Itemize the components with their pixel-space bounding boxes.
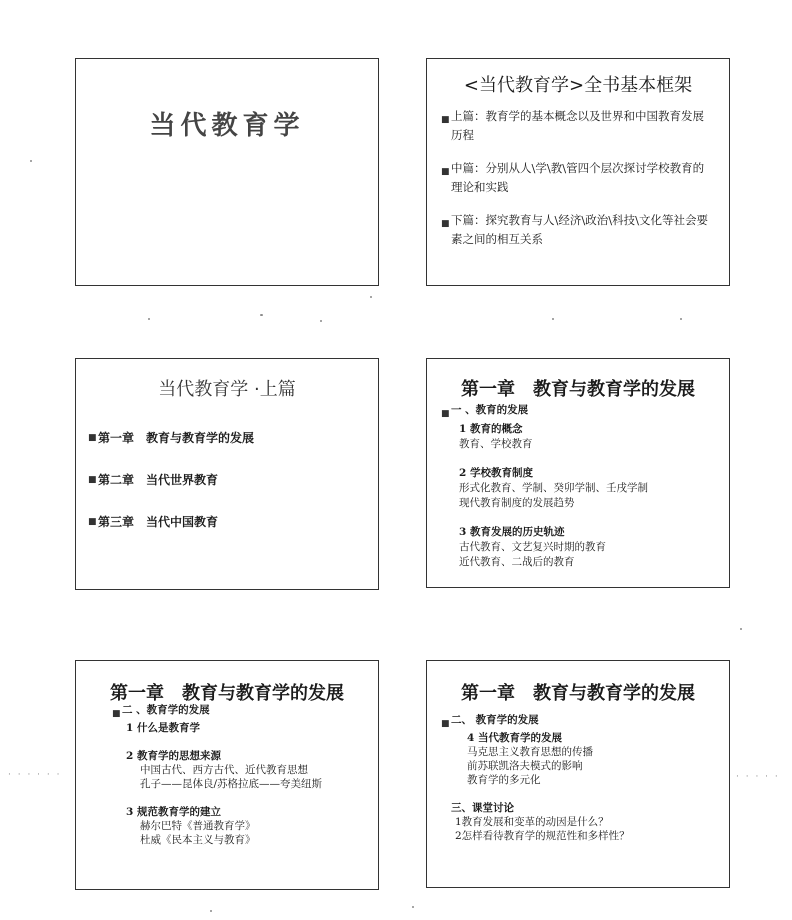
group-heading: 2 教育学的思想来源 xyxy=(126,750,221,762)
slide-title: 当代教育学 ·上篇 xyxy=(158,379,296,400)
section-heading-text: 二 、教育学的发展 xyxy=(122,704,210,716)
section-heading xyxy=(441,403,721,422)
question-list xyxy=(441,815,723,843)
group-heading: 2 学校教育制度 xyxy=(459,467,533,479)
bullet-list xyxy=(88,429,368,555)
slide-title: 第一章 教育与教育学的发展 xyxy=(461,379,695,400)
slide-4 xyxy=(426,358,730,588)
scan-speck xyxy=(320,320,322,322)
group-line: 中国古代、西方古代、近代教育思想 xyxy=(140,764,308,776)
scan-speck xyxy=(30,160,32,162)
slide-title: 第一章 教育与教育学的发展 xyxy=(461,683,695,704)
group-heading: 1 什么是教育学 xyxy=(126,722,200,734)
scan-dots: · · · · · · xyxy=(8,770,62,780)
scan-dots: · · · · · xyxy=(736,772,780,782)
scan-speck xyxy=(210,910,212,912)
list-item-text: 下篇：探究教育与人\经济\政治\科技\文化等社会要素之间的相互关系 xyxy=(451,213,708,246)
bullet-list xyxy=(441,107,715,263)
bullet-icon: ■ xyxy=(441,409,450,419)
scan-speck xyxy=(680,318,682,320)
group-heading: 4 当代教育学的发展 xyxy=(467,732,562,744)
outline-group xyxy=(112,721,372,847)
list-item-text: 中篇：分别从人\学\教\管四个层次探讨学校教育的理论和实践 xyxy=(451,161,705,194)
outline xyxy=(112,703,372,847)
section-heading-text: 一 、教育的发展 xyxy=(451,404,529,416)
bullet-icon: ■ xyxy=(441,219,450,229)
question-item: 2怎样看待教育学的规范性和多样性？ xyxy=(455,830,630,842)
group-heading: 3 教育发展的历史轨迹 xyxy=(459,526,565,538)
group-line: 杜威《民本主义与教育》 xyxy=(140,834,256,846)
question-item: 1教育发展和变革的动因是什么？ xyxy=(455,816,609,828)
group-line: 古代教育、文艺复兴时期的教育 xyxy=(459,541,606,553)
scan-speck xyxy=(552,318,554,320)
slide-3 xyxy=(75,358,379,590)
section-heading xyxy=(441,713,723,731)
scan-speck xyxy=(370,296,372,298)
section-heading-text: 三、课堂讨论 xyxy=(451,802,514,814)
group-line: 形式化教育、学制、癸卯学制、壬戌学制 xyxy=(459,482,648,494)
bullet-icon: ■ xyxy=(441,719,450,729)
group-line: 赫尔巴特《普通教育学》 xyxy=(140,820,256,832)
slide-5 xyxy=(75,660,379,890)
slide-title: 当代教育学 xyxy=(149,111,305,141)
group-line: 马克思主义教育思想的传播 xyxy=(467,746,593,758)
outline xyxy=(441,713,723,843)
slide-2 xyxy=(426,58,730,286)
group-heading: 1 教育的概念 xyxy=(459,423,523,435)
list-item-text: 第三章 当代中国教育 xyxy=(98,515,219,529)
group-line: 前苏联凯洛夫模式的影响 xyxy=(467,760,583,772)
list-item xyxy=(88,429,368,446)
scan-speck xyxy=(260,314,263,316)
bullet-icon: ■ xyxy=(441,115,450,125)
bullet-icon: ■ xyxy=(88,433,97,443)
slide-6 xyxy=(426,660,730,888)
list-item xyxy=(88,471,368,488)
list-item xyxy=(441,107,715,145)
group-line: 现代教育制度的发展趋势 xyxy=(459,497,575,509)
bullet-icon: ■ xyxy=(441,167,450,177)
list-item-text: 第一章 教育与教育学的发展 xyxy=(98,431,255,445)
group-line: 近代教育、二战后的教育 xyxy=(459,556,575,568)
slide-1 xyxy=(75,58,379,286)
list-item xyxy=(441,211,715,249)
group-heading: 3 规范教育学的建立 xyxy=(126,806,221,818)
list-item-text: 上篇：教育学的基本概念以及世界和中国教育发展历程 xyxy=(451,109,704,142)
scan-speck xyxy=(740,628,742,630)
outline-group xyxy=(441,731,723,787)
list-item-text: 第二章 当代世界教育 xyxy=(98,473,219,487)
bullet-icon: ■ xyxy=(88,475,97,485)
list-item xyxy=(88,513,368,530)
slide-title: 第一章 教育与教育学的发展 xyxy=(110,683,344,704)
section-heading-text: 二、 教育学的发展 xyxy=(451,714,539,726)
outline-group xyxy=(441,422,721,570)
group-line: 教育学的多元化 xyxy=(467,774,541,786)
scan-speck xyxy=(148,318,150,320)
group-line: 教育、学校教育 xyxy=(459,438,533,450)
group-line: 孔子——昆体良/苏格拉底——夸美纽斯 xyxy=(140,778,323,790)
scan-speck xyxy=(412,906,414,908)
list-item xyxy=(441,159,715,197)
section-heading xyxy=(112,703,372,721)
slide-title: <当代教育学>全书基本框架 xyxy=(463,75,693,96)
bullet-icon: ■ xyxy=(112,709,121,719)
bullet-icon: ■ xyxy=(88,517,97,527)
outline xyxy=(441,403,721,570)
